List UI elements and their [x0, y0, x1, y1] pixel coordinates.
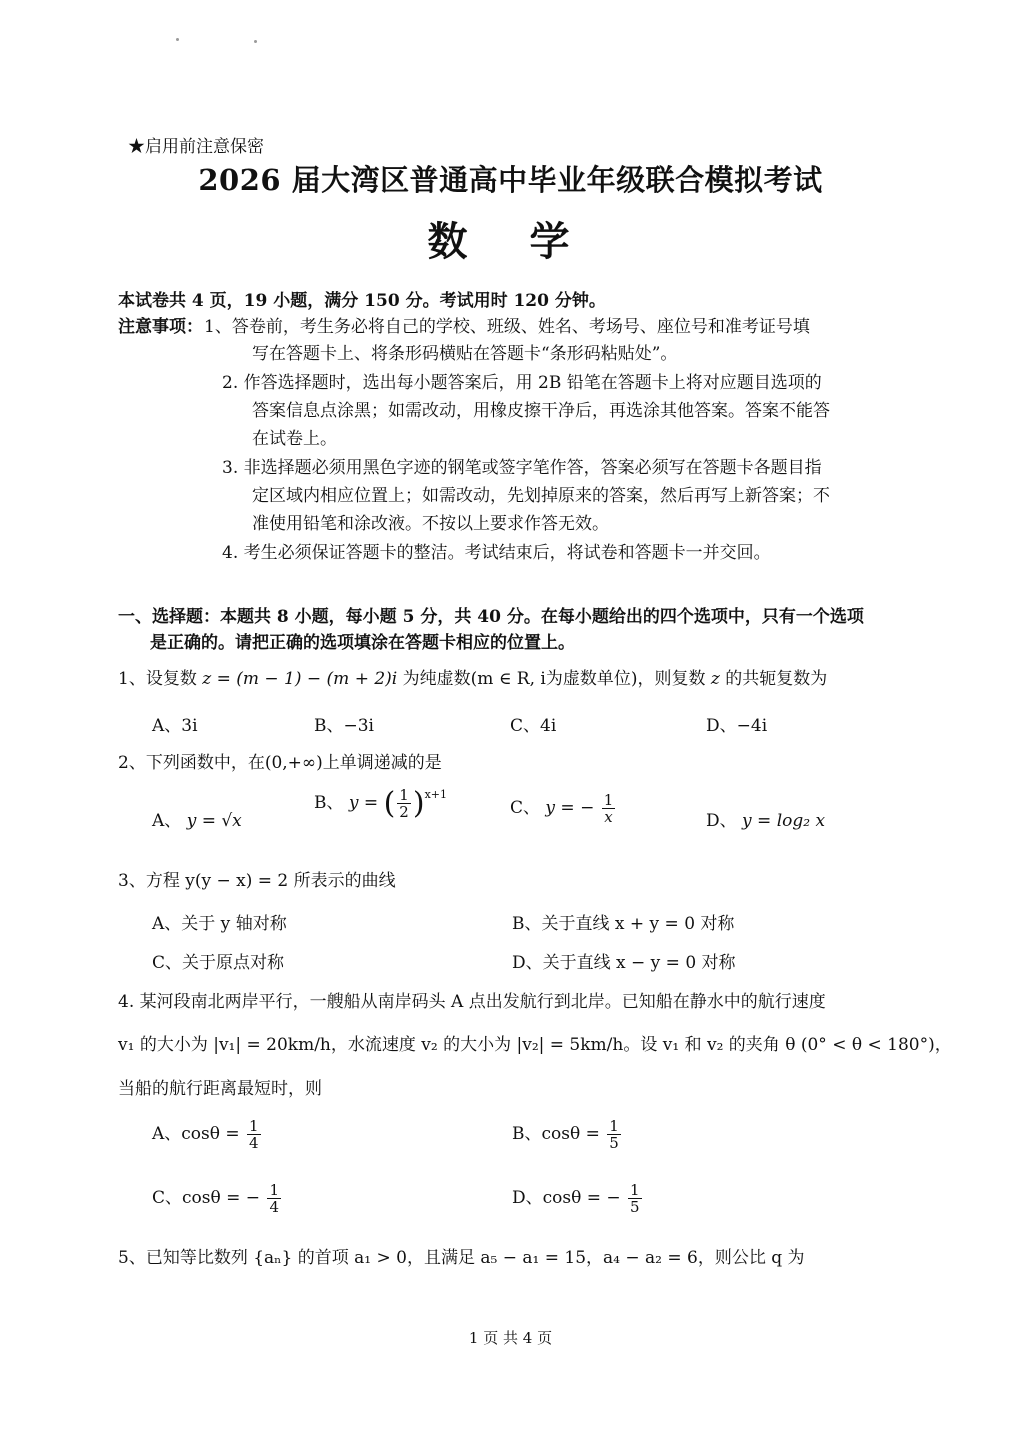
formula: (m ∈ R, i为虚数单位): [470, 669, 638, 689]
option-label: A、cosθ =: [152, 1124, 240, 1144]
option-label: A、: [152, 811, 182, 831]
section-heading: 一、选择题：本题共 8 小题，每小题 5 分，共 40 分。在每小题给出的四个选项中，只有一个选项: [118, 607, 864, 627]
exam-title: 2026 届大湾区普通高中毕业年级联合模拟考试: [198, 163, 823, 197]
question-number: 2、: [118, 753, 146, 773]
notice-line: 2. 作答选择题时，选出每小题答案后，用 2B 铅笔在答题卡上将对应题目选项的: [222, 373, 822, 393]
formula: y = log₂ x: [742, 811, 826, 831]
option-label: B、cosθ =: [512, 1124, 600, 1144]
question-text: 的共轭复数为: [725, 669, 828, 689]
formula: y = −: [545, 798, 595, 818]
question-4-line: 当船的航行距离最短时，则: [118, 1079, 322, 1099]
option-label: C、cosθ = −: [152, 1188, 261, 1208]
fraction: [628, 1182, 642, 1215]
numerator: 1: [269, 1181, 279, 1199]
notice-line: 3. 非选择题必须用黑色字迹的钢笔或签字笔作答，答案必须写在答题卡各题目指: [222, 458, 822, 478]
option-d: D、关于直线 x − y = 0 对称: [512, 953, 736, 973]
option-a: A、关于 y 轴对称: [152, 914, 287, 934]
option-c: [152, 1182, 283, 1215]
notice-line: 1、答卷前，考生务必将自己的学校、班级、姓名、考场号、座位号和准考证号填: [204, 317, 810, 337]
option-label: D、: [706, 811, 737, 831]
page-footer: 1 页 共 4 页: [468, 1329, 553, 1347]
option-b: [314, 786, 447, 821]
denominator: 4: [249, 1134, 259, 1152]
option-b: B、关于直线 x + y = 0 对称: [512, 914, 735, 934]
option-d: [706, 806, 825, 831]
paren-right: ): [412, 786, 425, 821]
fraction: [602, 792, 616, 825]
numerator: 1: [609, 1117, 619, 1135]
option-d: [512, 1182, 644, 1215]
numerator: 1: [249, 1117, 259, 1135]
formula: z = (m − 1) − (m + 2)i: [202, 669, 398, 689]
notice-line: 准使用铅笔和涂改液。不按以上要求作答无效。: [252, 514, 609, 534]
question-4-line: v₁ 的大小为 |v₁| = 20km/h，水流速度 v₂ 的大小为 |v₂| = 5km/h。设 v₁ 和 v₂ 的夹角 θ (0° < θ < 180°)，: [118, 1035, 952, 1055]
question-text: ，则复数: [637, 669, 706, 689]
subject-title: 数 学: [427, 218, 594, 265]
question-number: 1、: [118, 669, 146, 689]
denominator: x: [604, 808, 613, 826]
option-a: A、3i: [152, 716, 198, 736]
numerator: 1: [603, 791, 614, 809]
option-label: B、: [314, 793, 344, 813]
notice-line: 4. 考生必须保证答题卡的整洁。考试结束后，将试卷和答题卡一并交回。: [222, 543, 771, 563]
fraction: [607, 1118, 621, 1151]
scan-speck: [254, 40, 257, 43]
question-text: 方程 y(y − x) = 2 所表示的曲线: [145, 871, 396, 891]
fraction: [267, 1182, 281, 1215]
option-d: D、−4i: [706, 716, 768, 736]
option-c: [510, 792, 617, 825]
option-c: C、4i: [510, 716, 557, 736]
denominator: 5: [609, 1134, 619, 1152]
option-label: C、: [510, 798, 541, 818]
section-heading-cont: 是正确的。请把正确的选项填涂在答题卡相应的位置上。: [150, 633, 575, 653]
question-number: 3、: [118, 871, 146, 891]
confidential-notice: ★启用前注意保密: [128, 137, 264, 157]
notice-line: 写在答题卡上、将条形码横贴在答题卡“条形码粘贴处”。: [252, 344, 678, 364]
question-text: 为纯虚数: [402, 669, 471, 689]
denominator: 2: [399, 803, 409, 821]
question-text: 设复数: [145, 669, 197, 689]
option-a: [152, 806, 242, 831]
question-2: [118, 748, 442, 773]
fraction: [397, 787, 411, 820]
question-1: [118, 664, 827, 689]
numerator: 1: [630, 1181, 640, 1199]
fraction: [247, 1118, 261, 1151]
exam-info: 本试卷共 4 页，19 小题，满分 150 分。考试用时 120 分钟。: [118, 291, 606, 311]
notice-line: 答案信息点涂黑；如需改动，用橡皮擦干净后，再选涂其他答案。答案不能答: [252, 401, 830, 421]
paren-left: (: [383, 786, 396, 821]
question-5: 5、已知等比数列 {aₙ} 的首项 a₁ > 0，且满足 a₅ − a₁ = 15，a₄ − a₂ = 6，则公比 q 为: [118, 1248, 805, 1268]
numerator: 1: [399, 786, 409, 804]
notice-line: 在试卷上。: [252, 429, 337, 449]
notice-label: 注意事项：: [118, 317, 203, 337]
question-4-line: 4. 某河段南北两岸平行，一艘船从南岸码头 A 点出发航行到北岸。已知船在静水中的航行速度: [118, 992, 826, 1012]
scan-speck: [176, 38, 179, 41]
notice-line: 定区域内相应位置上；如需改动，先划掉原来的答案，然后再写上新答案；不: [252, 486, 830, 506]
option-b: [512, 1118, 623, 1151]
denominator: 5: [630, 1198, 640, 1216]
variable: z: [710, 669, 720, 689]
formula: y = √x: [186, 811, 242, 831]
denominator: 4: [269, 1198, 279, 1216]
option-b: B、−3i: [314, 716, 374, 736]
option-a: [152, 1118, 263, 1151]
exponent: x+1: [424, 788, 447, 801]
formula: y =: [348, 793, 379, 813]
question-3: [118, 866, 396, 891]
question-text: 下列函数中，在(0,+∞)上单调递减的是: [145, 753, 442, 773]
option-c: C、关于原点对称: [152, 953, 285, 973]
option-label: D、cosθ = −: [512, 1188, 621, 1208]
